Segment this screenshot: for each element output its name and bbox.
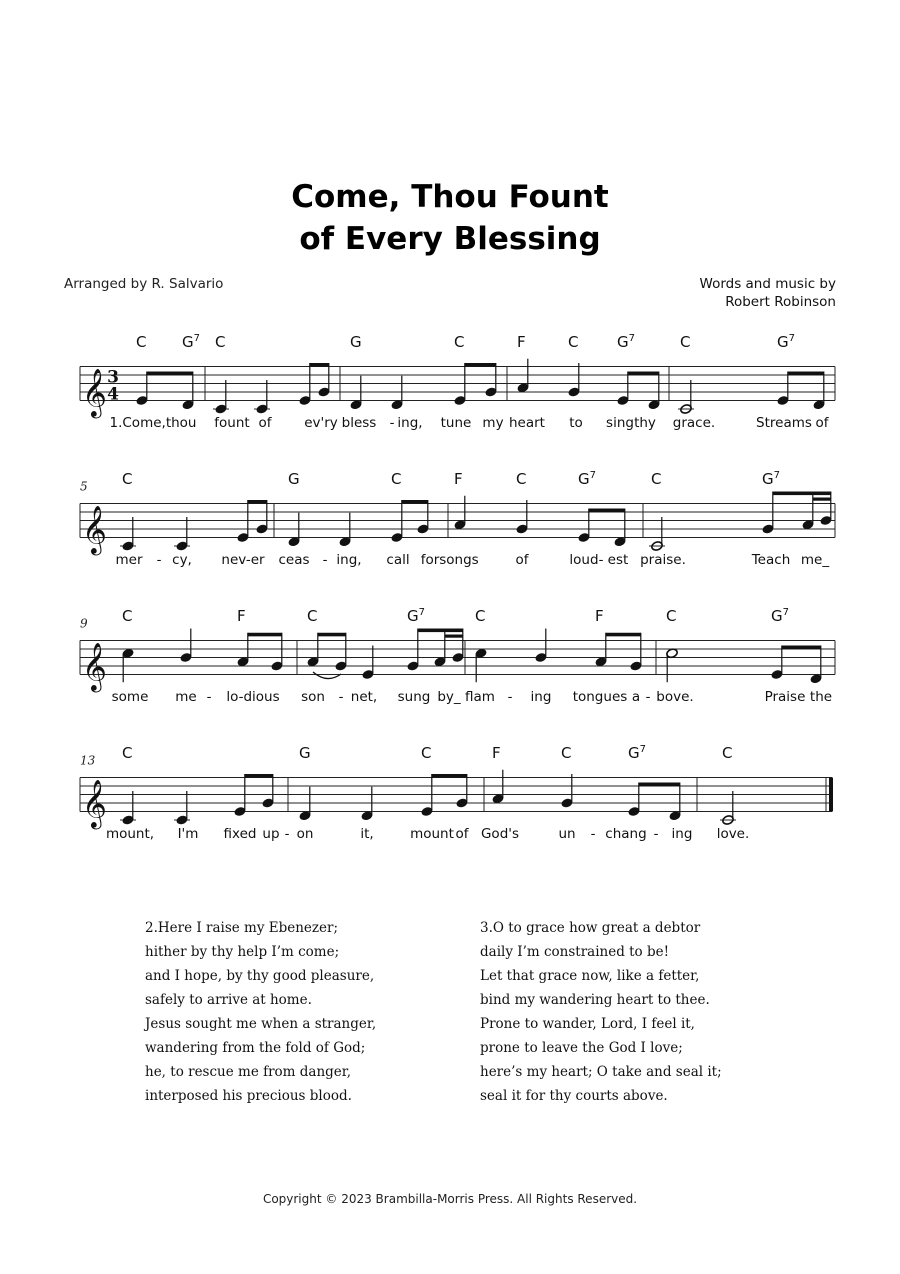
chord-symbol: G [350,333,362,351]
lyric-syllable: praise. [640,552,686,568]
lyric-syllable: Teach [751,552,791,568]
chord-seventh: 7 [193,333,200,344]
beam [245,774,273,778]
chord-symbol: $G^7$ [617,333,635,351]
verse-2-line: Jesus sought me when a stranger, [145,1016,377,1032]
chord-symbol: C [122,470,133,488]
sixteenth-beam [445,635,463,638]
credits-line-1: Words and music by [699,276,836,292]
chord-symbol: F [517,333,526,351]
chord-symbol: $G^7$ [182,333,200,351]
chord-symbol: C [454,333,465,351]
lyric-syllable: thy [634,415,656,431]
lyric-syllable: the [809,689,833,705]
lyric-syllable: tongues [572,689,628,705]
verse-3-line: 3.O to grace how great a debtor [480,920,701,936]
chord-symbol: $G^7$ [628,744,646,762]
chord-symbol: G [288,470,300,488]
lyric-syllable: mount [410,826,454,842]
lyric-syllable: Streams [756,415,812,431]
lyric-syllable: heart [509,415,545,431]
lyric-syllable: me [175,689,197,705]
lyric-syllable: tune [440,415,472,431]
lyric-hyphen: - [389,415,395,431]
lyric-syllable: est [607,552,629,568]
verse-2-line: he, to rescue me from danger, [145,1064,352,1080]
lyric-syllable: ing, [336,552,362,568]
lyric-syllable: loud [569,552,599,568]
lyric-hyphen: - [590,826,596,842]
verse-3-line: here’s my heart; O take and seal it; [480,1064,722,1080]
lyric-syllable: love. [716,826,750,842]
lyric-syllable: un [558,826,576,842]
beam [248,633,282,637]
beam [589,509,625,513]
lyric-syllable: up [262,826,280,842]
measure-number: 5 [80,479,88,494]
chord-symbol: F [454,470,463,488]
chord-symbol: $G^7$ [407,607,425,625]
verse-2-line: wandering from the fold of God; [145,1040,366,1056]
lyric-syllable: on [296,826,314,842]
measure-number: 9 [80,616,88,631]
beam [606,633,641,637]
slur [313,672,341,679]
lyric-syllable: call [386,552,410,568]
treble-clef-icon: 𝄞 [82,367,107,417]
beam [788,372,824,376]
beam [418,629,463,633]
lyric-syllable: net, [350,689,378,705]
beam [147,372,193,376]
chord-seventh: 7 [589,470,596,481]
chord-symbol: C [307,607,318,625]
final-barline-thick [829,778,833,812]
lyric-syllable: a [631,689,641,705]
lyric-syllable: mer [115,552,143,568]
lyric-hyphen: - [598,552,604,568]
verse-2 [145,916,376,1108]
verse-3-line: Let that grace now, like a fetter, [480,968,700,984]
treble-clef-icon: 𝄞 [82,778,107,828]
chord-symbol: C [122,607,133,625]
beam [310,363,329,367]
lyric-syllable: chang [605,826,647,842]
verse-3-line: Prone to wander, Lord, I feel it, [480,1016,695,1032]
chord-symbol: C [561,744,572,762]
chord-symbol: C [475,607,486,625]
lyric-syllable: grace. [672,415,716,431]
verse-3-line: daily I’m constrained to be! [480,944,670,960]
chord-seventh: 7 [639,744,646,755]
chord-symbol: $G^7$ [777,333,795,351]
beam [773,492,831,496]
beam [628,372,659,376]
chord-seventh: 7 [788,333,795,344]
copyright-notice: Copyright © 2023 Brambilla-Morris Press. All Rights Reserved. [262,1192,638,1206]
chord-seventh: 7 [628,333,635,344]
credits-line-2: Robert Robinson [725,294,836,310]
chord-seventh: 7 [782,607,789,618]
chord-symbol: F [492,744,501,762]
lyric-syllable: ing [530,689,552,705]
lyric-hyphen: - [322,552,328,568]
lyric-syllable: son [301,689,325,705]
chord-symbol: C [666,607,677,625]
chord-symbol: $G^7$ [771,607,789,625]
lyric-hyphen: - [653,826,659,842]
verse-2-line: interposed his precious blood. [145,1088,352,1104]
sixteenth-beam [813,498,831,501]
lyric-syllable: 1.Come,thou [109,415,197,431]
title-line-2: of Every Blessing [299,221,601,257]
lyric-hyphen: - [507,689,513,705]
lyric-syllable: for [420,552,440,568]
lyric-hyphen: - [206,689,212,705]
verse-2-line: safely to arrive at home. [145,992,312,1008]
beam [248,500,267,504]
chord-symbol: C [651,470,662,488]
chord-symbol: C [680,333,691,351]
lyric-syllable: sing [606,415,634,431]
lyric-syllable: mount, [105,826,155,842]
verse-2-line: hither by thy help I’m come; [145,944,340,960]
lyric-syllable: ev'ry [304,415,338,431]
lyric-syllable: it, [360,826,374,842]
verse-3-line: prone to leave the God I love; [480,1040,683,1056]
verse-3 [480,916,722,1108]
beam [639,783,680,787]
chord-symbol: F [237,607,246,625]
lyric-syllable: God's [480,826,520,842]
beam [465,363,496,367]
verse-2-line: 2.Here I raise my Ebenezer; [145,920,339,936]
chord-symbol: C [391,470,402,488]
lyric-hyphen: - [284,826,290,842]
chord-symbol: C [215,333,226,351]
lyric-syllable: fixed [223,826,257,842]
verse-3-line: seal it for thy courts above. [480,1088,668,1104]
lyric-syllable: cy, [172,552,192,568]
chord-seventh: 7 [418,607,425,618]
lyric-syllable: flam [465,689,495,705]
lyric-syllable: songs [439,552,479,568]
lyric-hyphen: - [645,689,651,705]
chord-symbol: C [722,744,733,762]
treble-clef-icon: 𝄞 [82,504,107,554]
verse-2-line: and I hope, by thy good pleasure, [145,968,375,984]
lyric-syllable: nev-er [221,552,265,568]
lyric-syllable: my [482,415,504,431]
title-line-1: Come, Thou Fount [291,179,609,215]
time-signature-bottom: 4 [107,384,119,405]
lyric-syllable: I'm [177,826,199,842]
beam [402,500,428,504]
treble-clef-icon: 𝄞 [82,641,107,691]
chord-symbol: C [421,744,432,762]
lyric-syllable: ing [671,826,693,842]
chord-symbol: C [568,333,579,351]
lyric-syllable: lo-dious [226,689,280,705]
lyric-hyphen: - [156,552,162,568]
lyric-syllable: fount [214,415,250,431]
lyric-syllable: by_ [437,689,461,705]
lyric-syllable: ing, [397,415,423,431]
chord-seventh: 7 [773,470,780,481]
verse-3-line: bind my wandering heart to thee. [480,992,710,1008]
chord-symbol: C [136,333,147,351]
arranger-credit: Arranged by R. Salvario [64,276,224,292]
beam [782,646,821,650]
lyric-syllable: Praise [764,689,806,705]
lyric-syllable: to [569,415,583,431]
chord-symbol: $G^7$ [762,470,780,488]
lyric-hyphen: - [338,689,344,705]
lyric-syllable: of [258,415,272,431]
beam [432,774,467,778]
lyric-syllable: of [455,826,469,842]
chord-symbol: F [595,607,604,625]
lyric-syllable: some [111,689,149,705]
time-signature-top: 3 [107,367,119,388]
lyric-syllable: bove. [656,689,694,705]
lyric-syllable: sung [397,689,431,705]
lyric-syllable: bless [341,415,377,431]
measure-number: 13 [80,753,96,768]
beam [318,633,346,637]
lyric-syllable: of [815,415,829,431]
chord-symbol: $G^7$ [578,470,596,488]
chord-symbol: C [516,470,527,488]
chord-symbol: G [299,744,311,762]
lyric-syllable: me_ [800,552,830,568]
chord-symbol: C [122,744,133,762]
lyric-syllable: ceas [278,552,310,568]
lyric-syllable: of [515,552,529,568]
